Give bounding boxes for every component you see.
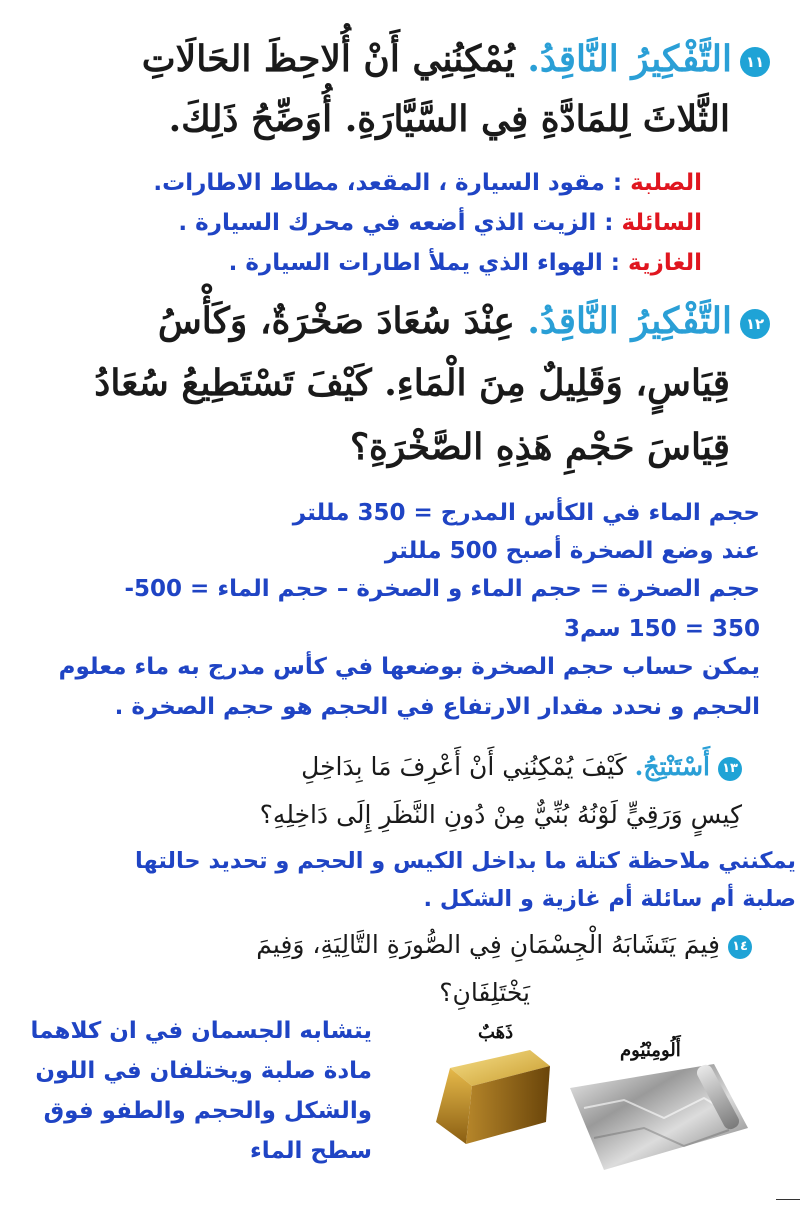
a12-line4: 350 = 150 سم3: [563, 616, 760, 642]
q13-line1: [301, 752, 742, 781]
q11-line1: [142, 38, 770, 80]
q11-line2: الثَّلاثَ لِلمَادَّةِ فِي السَّيَّارَةِ. أُوَضِّحُ ذَلِكَ.: [168, 98, 730, 140]
a13-line2: صلبة أم سائلة أم غازية و الشكل .: [423, 886, 796, 912]
a11-gas-label: الغازية: [628, 250, 702, 276]
q13-heading: أَسْتَنْتِجُ.: [634, 752, 710, 781]
a12-line5: يمكن حساب حجم الصخرة بوضعها في كأس مدرج به ماء معلوم: [58, 654, 760, 680]
a12-line2: عند وضع الصخرة أصبح 500 مللتر: [384, 538, 760, 564]
a11-solid: [153, 170, 702, 196]
q12-line1: [158, 300, 770, 342]
q14-text-1: فِيمَ يَتَشَابَهُ الْجِسْمَانِ فِي الصُّورَةِ التَّالِيَةِ، وَفِيمَ: [256, 930, 720, 959]
page-edge-mark: [776, 1199, 800, 1200]
a12-line3: حجم الصخرة = حجم الماء و الصخرة – حجم الماء = 500-: [124, 576, 760, 602]
q11-heading: التَّفْكِيرُ النَّاقِدُ.: [527, 38, 732, 80]
a11-liquid: [178, 210, 702, 236]
q11-number-badge: ١١: [740, 47, 770, 77]
q14-line2: يَخْتَلِفَانِ؟: [439, 978, 530, 1007]
q12-number-badge: ١٢: [740, 309, 770, 339]
a11-solid-label: الصلبة: [630, 170, 702, 196]
a11-liquid-label: السائلة: [621, 210, 702, 236]
a14-line2: مادة صلبة ويختلفان في اللون: [35, 1058, 372, 1084]
q12-line2: قِيَاسٍ، وَقَلِيلٌ مِنَ الْمَاءِ. كَيْفَ تَسْتَطِيعُ سُعَادُ: [94, 362, 730, 404]
gold-bar-image: [430, 1040, 558, 1152]
aluminum-label: أَلُومِنْيُوم: [620, 1040, 681, 1061]
q12-line3: قِيَاسَ حَجْمِ هَذِهِ الصَّخْرَةِ؟: [349, 426, 730, 468]
q12-text-1: عِنْدَ سُعَادَ صَخْرَةٌ، وَكَأْسُ: [157, 300, 528, 342]
a14-line1: يتشابه الجسمان في ان كلاهما: [30, 1018, 372, 1044]
q14-number-badge: ١٤: [728, 935, 752, 959]
aluminum-foil-image: [564, 1058, 754, 1178]
q12-heading: التَّفْكِيرُ النَّاقِدُ.: [527, 300, 732, 342]
a12-line1: حجم الماء في الكأس المدرج = 350 مللتر: [292, 500, 760, 526]
q11-text-1: يُمْكِنُنِي أَنْ أُلاحِظَ الحَالَاتِ: [141, 38, 528, 80]
gold-label: ذَهَبٌ: [478, 1022, 514, 1043]
a13-line1: يمكنني ملاحظة كتلة ما بداخل الكيس و الحجم و تحديد حالتها: [135, 848, 796, 874]
a11-liquid-text: : الزيت الذي أضعه في محرك السيارة .: [178, 210, 622, 236]
q13-line2: كِيسٍ وَرَقِيٍّ لَوْنُهُ بُنِّيٌّ مِنْ دُونِ النَّظَرِ إِلَى دَاخِلِهِ؟: [259, 800, 742, 829]
a11-gas: [229, 250, 702, 276]
a14-line3: والشكل والحجم والطفو فوق: [43, 1098, 372, 1124]
a11-gas-text: : الهواء الذي يملأ اطارات السيارة .: [228, 250, 629, 276]
q13-number-badge: ١٣: [718, 757, 742, 781]
a11-solid-text: : مقود السيارة ، المقعد، مطاط الاطارات.: [153, 170, 631, 196]
q14-line1: [256, 930, 752, 959]
q13-text-1: كَيْفَ يُمْكِنُنِي أَنْ أَعْرِفَ مَا بِدَاخِلِ: [301, 752, 635, 781]
a12-line6: الحجم و نحدد مقدار الارتفاع في الحجم هو حجم الصخرة .: [114, 694, 760, 720]
a14-line4: سطح الماء: [250, 1138, 372, 1164]
